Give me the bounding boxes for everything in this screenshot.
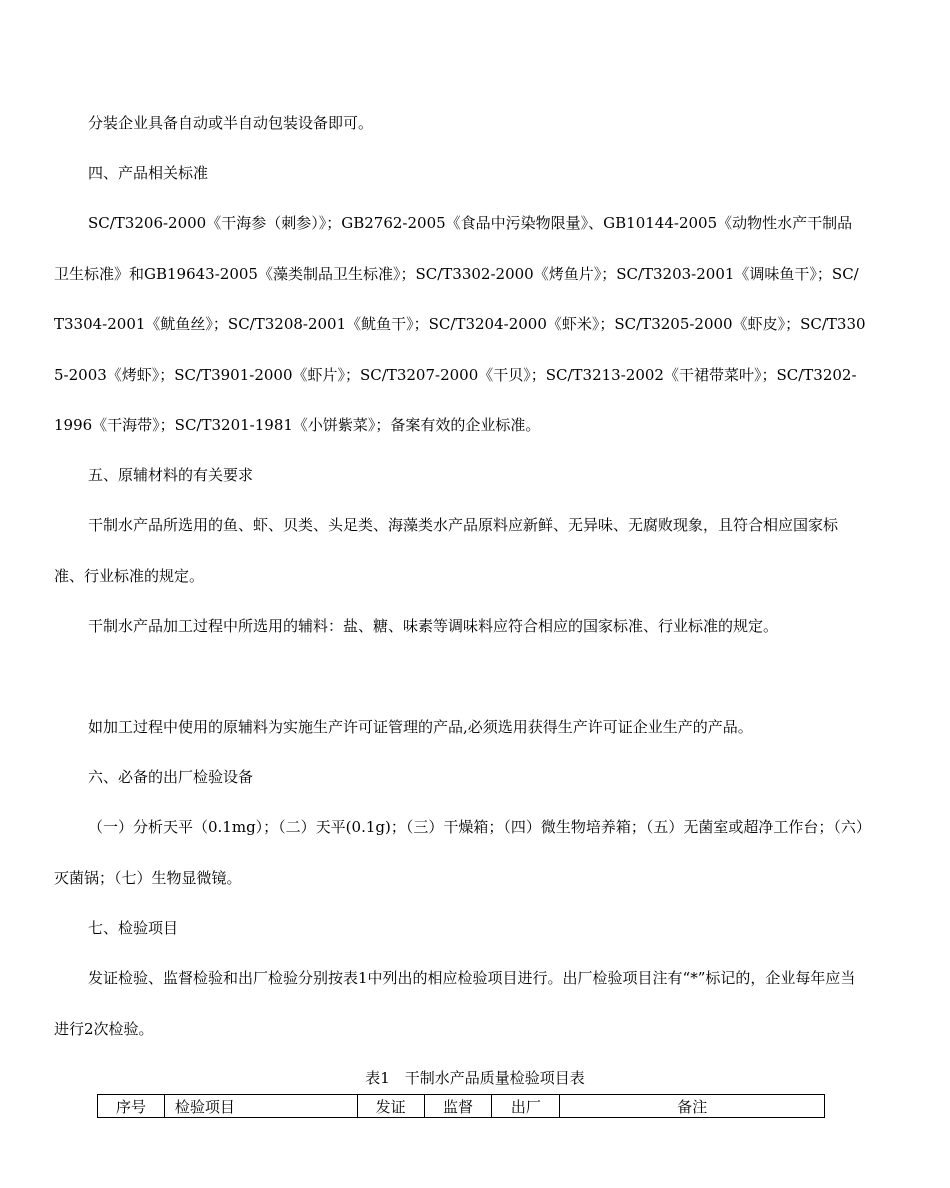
paragraph-equipment-list: （一）分析天平（0.1mg）；（二）天平(0.1g)；（三）干燥箱；（四）微生物培养箱；（五）无菌室或超净工作台；（六）灭菌锅；（七）生物显微镜。 (54, 818, 864, 887)
header-certification: 发证 (357, 1095, 424, 1118)
header-serial-number: 序号 (98, 1095, 165, 1118)
paragraph-auxiliary-materials: 干制水产品加工过程中所选用的辅料：盐、糖、味素等调味料应符合相应的国家标准、行业标准的规定。 (88, 617, 779, 635)
paragraph-raw-materials: 干制水产品所选用的鱼、虾、贝类、头足类、海藻类水产品原料应新鲜、无异味、无腐败现象，且符合相应国家标准、行业标准的规定。 (54, 516, 839, 585)
inspection-items-table (97, 1094, 825, 1118)
header-remarks: 备注 (560, 1095, 825, 1118)
heading-inspection-equipment: 六、必备的出厂检验设备 (88, 768, 254, 786)
heading-raw-materials: 五、原辅材料的有关要求 (88, 466, 254, 484)
paragraph-inspection-items: 发证检验、监督检验和出厂检验分别按表1中列出的相应检验项目进行。出厂检验项目注有“*”标记的，企业每年应当进行2次检验。 (54, 969, 856, 1038)
header-factory: 出厂 (492, 1095, 560, 1118)
heading-product-standards: 四、产品相关标准 (88, 164, 209, 182)
paragraph-licensed-materials: 如加工过程中使用的原辅料为实施生产许可证管理的产品,必须选用获得生产许可证企业生产的产品。 (88, 718, 753, 736)
paragraph-packaging-equipment: 分装企业具备自动或半自动包装设备即可。 (88, 114, 374, 132)
table-header-row (98, 1095, 825, 1118)
header-supervision: 监督 (424, 1095, 492, 1118)
heading-inspection-items: 七、检验项目 (88, 919, 179, 937)
paragraph-standards-list: SC/T3206-2000《干海参（刺参）》；GB2762-2005《食品中污染物限量》、GB10144-2005《动物性水产干制品卫生标准》和GB19643-2005《藻类制品卫生标准》；SC/T3302-2000《烤鱼片》；SC/T3203-2001《调味鱼干》；SC/T3304-2001《鱿鱼丝》；SC/T3208-2001《鱿鱼干》；SC/T3204-2000《虾米》；SC/T3205-2000《虾皮》；SC/T3305-2003《烤虾》；SC/T3901-2000《虾片》；SC/T3207-2000《干贝》；SC/T3213-2002《干裙带菜叶》；SC/T3202-1996《干海带》；SC/T3201-1981《小饼紫菜》；备案有效的企业标准。 (54, 214, 866, 434)
table-caption: 表1 干制水产品质量检验项目表 (365, 1069, 585, 1087)
header-inspection-item: 检验项目 (164, 1095, 357, 1118)
